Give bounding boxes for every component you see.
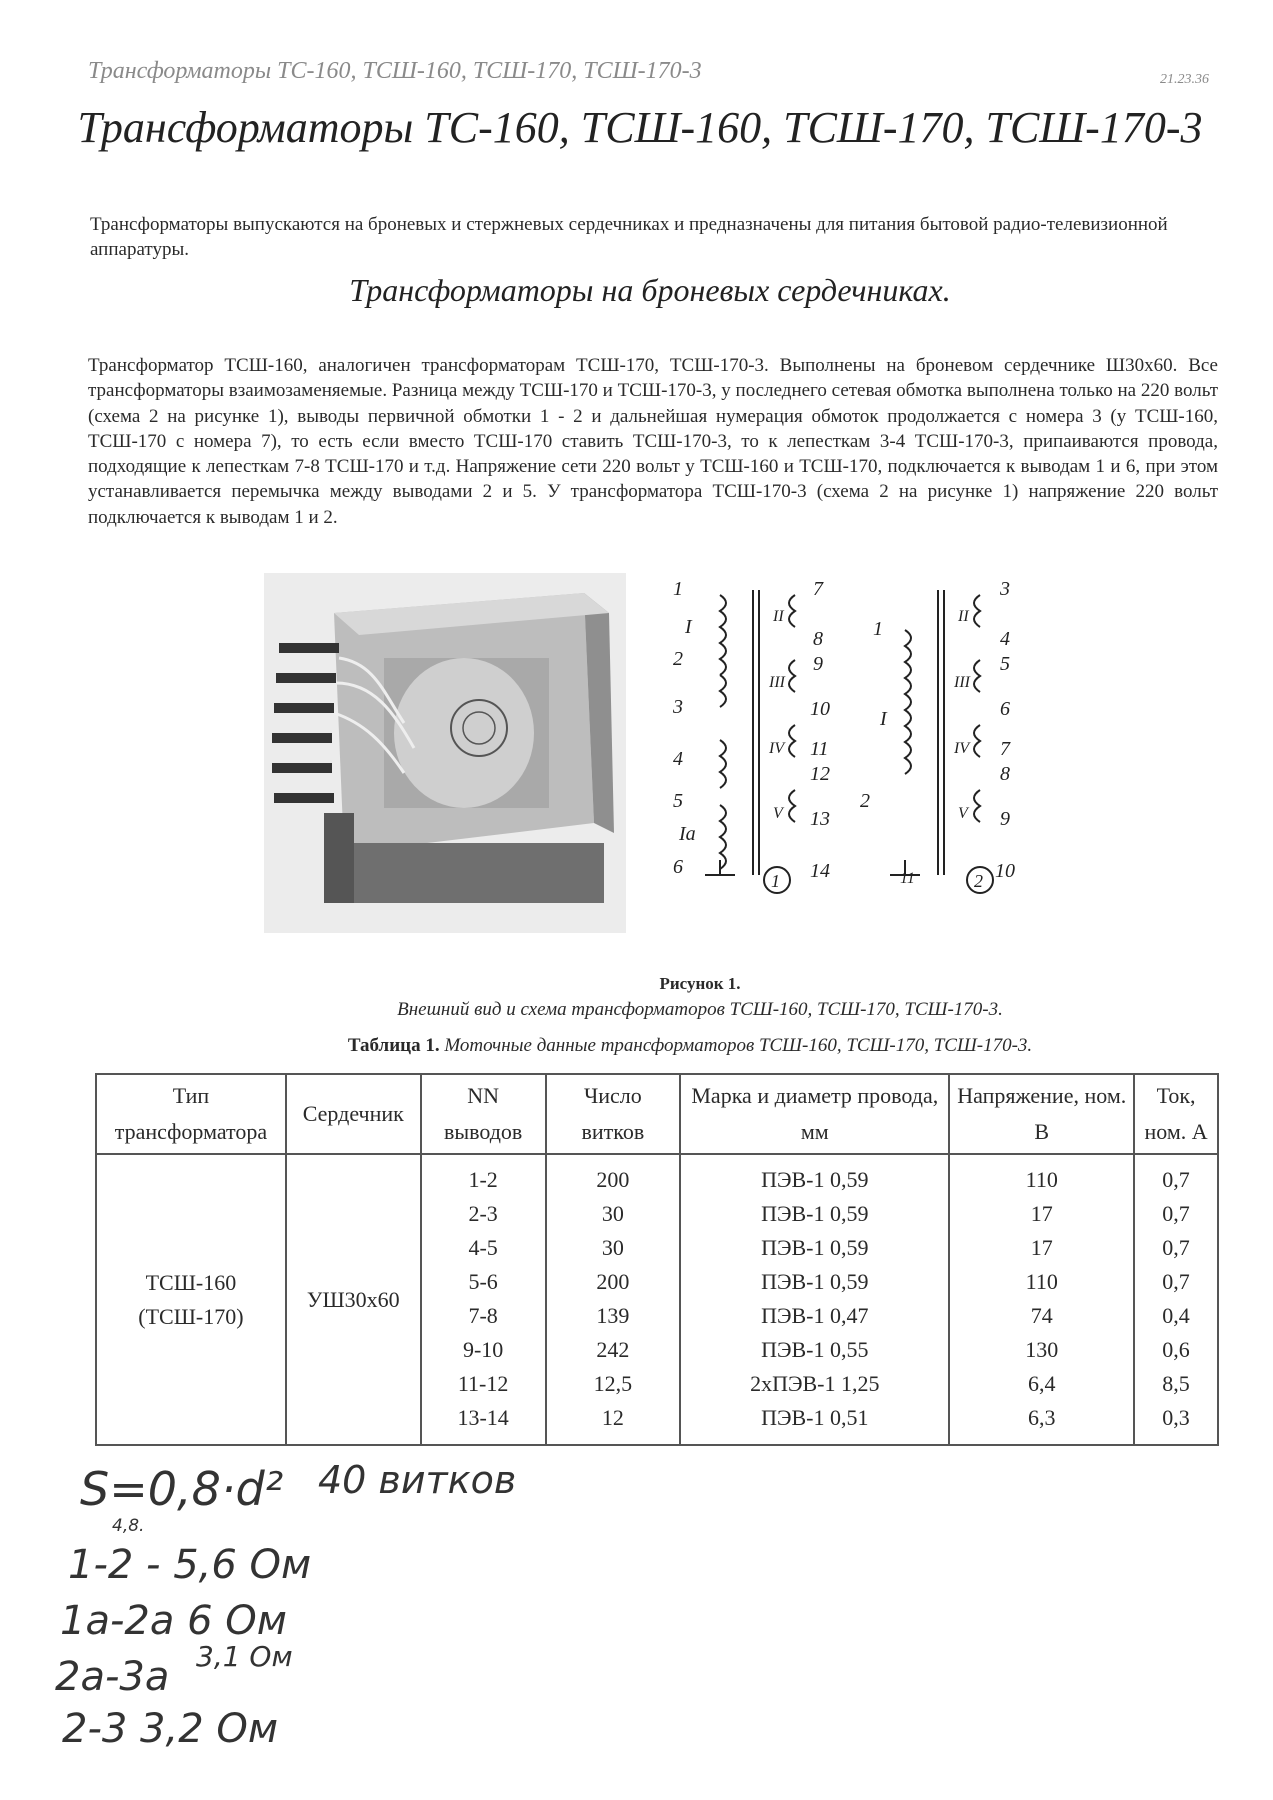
voltage-value: 130 — [1025, 1337, 1059, 1362]
current-cell — [1134, 1154, 1218, 1445]
turns-value: 12 — [601, 1405, 624, 1430]
s1-pin-label: 11 — [810, 738, 829, 760]
handwritten-line-3: 2а-3а — [55, 1654, 170, 1700]
turns-value: 30 — [601, 1235, 624, 1260]
current-value: 0,7 — [1162, 1201, 1190, 1226]
voltage-value: 17 — [1030, 1235, 1053, 1260]
handwritten-turns-note: 40 витков — [318, 1458, 517, 1502]
s1-winding-label: V — [773, 805, 783, 822]
pin-value: 7-8 — [468, 1303, 498, 1328]
s1-pin-label: 12 — [810, 763, 830, 785]
voltage-value: 6,4 — [1027, 1371, 1056, 1396]
s2-pin-label: 7 — [1000, 738, 1010, 760]
current-value: 0,4 — [1162, 1303, 1190, 1328]
current-value: 0,7 — [1162, 1167, 1190, 1192]
turns-value: 242 — [596, 1337, 630, 1362]
pin-value: 2-3 — [468, 1201, 498, 1226]
s2-number: 2 — [974, 871, 983, 891]
s2-pin-label: 11 — [900, 870, 915, 887]
type-cell: ТСШ-160 (ТСШ-170) — [96, 1154, 286, 1445]
header-cell: Сердечник — [286, 1074, 421, 1154]
s1-pin-label: 2 — [673, 648, 683, 670]
s2-pin-label: 5 — [1000, 653, 1010, 675]
s2-pin-label: 8 — [1000, 763, 1010, 785]
voltage-value: 17 — [1030, 1201, 1053, 1226]
s2-winding-label: V — [958, 805, 968, 822]
turns-cell — [546, 1154, 681, 1445]
header-cell: NN выводов — [421, 1074, 546, 1154]
turns-value: 200 — [596, 1269, 630, 1294]
s1-pin-label: 14 — [810, 860, 830, 882]
header-cell: Число витков — [546, 1074, 681, 1154]
s2-winding-label: IV — [954, 740, 970, 757]
pin-value: 13-14 — [457, 1405, 509, 1430]
s2-pin-label: 10 — [995, 860, 1015, 882]
s1-pin-label: 7 — [813, 578, 823, 600]
s2-pin-label: 4 — [1000, 628, 1010, 650]
transformer-photo — [264, 573, 626, 933]
s2-winding-label: II — [958, 608, 969, 625]
s1-pin-label: 6 — [673, 856, 683, 878]
pin-value: 1-2 — [468, 1167, 498, 1192]
table-header-row — [96, 1074, 1218, 1154]
core-cell: УШ30х60 — [286, 1154, 421, 1445]
wire-value: ПЭВ-1 0,47 — [761, 1303, 869, 1328]
s2-winding-label: I — [880, 708, 887, 730]
figure-label: Рисунок 1. — [659, 974, 741, 993]
wire-value: ПЭВ-1 0,59 — [761, 1167, 869, 1192]
wire-value: 2хПЭВ-1 1,25 — [750, 1371, 880, 1396]
s1-pin-label: 3 — [673, 696, 683, 718]
table-caption-label: Таблица 1. — [347, 1035, 440, 1056]
page-title: Трансформаторы ТС-160, ТСШ-160, ТСШ-170, ТСШ-170-3 — [77, 103, 1203, 152]
header-cell: Ток, ном. А — [1134, 1074, 1218, 1154]
s1-pin-label: 10 — [810, 698, 830, 720]
current-value: 0,3 — [1162, 1405, 1190, 1430]
s1-winding-label: I — [685, 616, 692, 638]
turns-value: 200 — [596, 1167, 630, 1192]
current-value: 0,7 — [1162, 1235, 1190, 1260]
s1-pin-label: 13 — [810, 808, 830, 830]
body-paragraph: Трансформатор ТСШ-160, аналогичен трансформаторам ТСШ-170, ТСШ-170-3. Выполнены на броневом сердечнике Ш30х60. Все трансформаторы взаимозаменяемые. Разница между ТСШ-170 и ТСШ-170-3, у последнего сетевая обмотка выполнена только на 220 вольт (схема 2 на рисунке 1), выводы первичной обмотки 1 - 2 и дальнейшая нумерация обмоток продолжается с номера 3 (у ТСШ-160, ТСШ-170 с номера 7), то есть если вместо ТСШ-170 ставить ТСШ-170-3, то к лепесткам 3-4 ТСШ-170-3, припаиваются провода, подходящие к лепесткам 7-8 ТСШ-170 и т.д. Напряжение сети 220 вольт у ТСШ-160 и ТСШ-170, подключается к выводам 1 и 6, при этом устанавливается перемычка между выводами 2 и 5. У трансформатора ТСШ-170-3 (схема 2 на рисунке 1) напряжение 220 вольт подключается к выводам 1 и 2. — [88, 355, 1218, 528]
pin-value: 5-6 — [468, 1269, 498, 1294]
current-value: 0,7 — [1162, 1269, 1190, 1294]
wire-value: ПЭВ-1 0,55 — [761, 1337, 869, 1362]
handwritten-formula-sub: 4,8. — [112, 1516, 145, 1536]
schematic-2 — [890, 590, 993, 893]
handwritten-line-2: 1а-2а 6 Ом — [60, 1598, 287, 1644]
current-value: 8,5 — [1162, 1371, 1190, 1396]
table-caption — [100, 1035, 1273, 1057]
s1-pin-label: 1 — [673, 578, 683, 600]
handwritten-line-1: 1-2 - 5,6 Ом — [68, 1542, 312, 1588]
page-number: 21.23.36 — [1160, 72, 1209, 87]
table-row — [96, 1154, 1218, 1445]
s1-pin-label: 9 — [813, 653, 823, 675]
pin-value: 11-12 — [457, 1371, 509, 1396]
s2-pin-label: 2 — [860, 790, 870, 812]
s1-pin-label: 4 — [673, 748, 683, 770]
handwritten-line-4: 2-3 3,2 Ом — [62, 1706, 279, 1752]
s1-pin-label: 5 — [673, 790, 683, 812]
transformer-schematics — [655, 575, 1015, 920]
s2-pin-label: 1 — [873, 618, 883, 640]
s2-winding-label: III — [954, 674, 970, 691]
table-caption-text: Моточные данные трансформаторов ТСШ-160, ТСШ-170, ТСШ-170-3. — [444, 1035, 1033, 1056]
s1-winding-label: IV — [769, 740, 785, 757]
header-cell: Тип трансформатора — [96, 1074, 286, 1154]
winding-data-table — [95, 1073, 1219, 1446]
pin-value: 4-5 — [468, 1235, 498, 1260]
s2-pin-label: 6 — [1000, 698, 1010, 720]
wire-cell — [680, 1154, 949, 1445]
header-cell: Напряжение, ном. В — [949, 1074, 1134, 1154]
pin-value: 9-10 — [462, 1337, 504, 1362]
s1-winding-label: III — [769, 674, 785, 691]
s2-pin-label: 9 — [1000, 808, 1010, 830]
intro-paragraph: Трансформаторы выпускаются на броневых и стержневых сердечниках и предназначены для питания бытовой радио-телевизионной аппаратуры. — [90, 214, 1168, 260]
wire-value: ПЭВ-1 0,59 — [761, 1269, 869, 1294]
voltage-cell — [949, 1154, 1134, 1445]
wire-value: ПЭВ-1 0,59 — [761, 1235, 869, 1260]
turns-value: 12,5 — [593, 1371, 633, 1396]
wire-value: ПЭВ-1 0,51 — [761, 1405, 869, 1430]
turns-value: 139 — [596, 1303, 630, 1328]
voltage-value: 74 — [1030, 1303, 1053, 1328]
s1-winding-label: II — [773, 608, 784, 625]
handwritten-formula: S=0,8·d² — [80, 1462, 284, 1516]
turns-value: 30 — [601, 1201, 624, 1226]
current-value: 0,6 — [1162, 1337, 1190, 1362]
running-header: Трансформаторы ТС-160, ТСШ-160, ТСШ-170, ТСШ-170-3 — [88, 58, 702, 84]
s1-pin-label: 8 — [813, 628, 823, 650]
s2-pin-label: 3 — [1000, 578, 1010, 600]
pins-cell — [421, 1154, 546, 1445]
header-cell: Марка и диаметр провода, мм — [680, 1074, 949, 1154]
schematic-1-labels — [672, 578, 830, 891]
voltage-value: 6,3 — [1027, 1405, 1056, 1430]
s1-number: 1 — [771, 871, 780, 891]
wire-value: ПЭВ-1 0,59 — [761, 1201, 869, 1226]
voltage-value: 110 — [1025, 1167, 1058, 1192]
figure-caption: Внешний вид и схема трансформаторов ТСШ-160, ТСШ-170, ТСШ-170-3. — [397, 999, 1003, 1020]
section-title: Трансформаторы на броневых сердечниках. — [349, 272, 951, 308]
handwritten-line-3-sup: 3,1 Ом — [196, 1640, 293, 1673]
voltage-value: 110 — [1025, 1269, 1058, 1294]
s1-winding-label: Iа — [679, 823, 696, 845]
